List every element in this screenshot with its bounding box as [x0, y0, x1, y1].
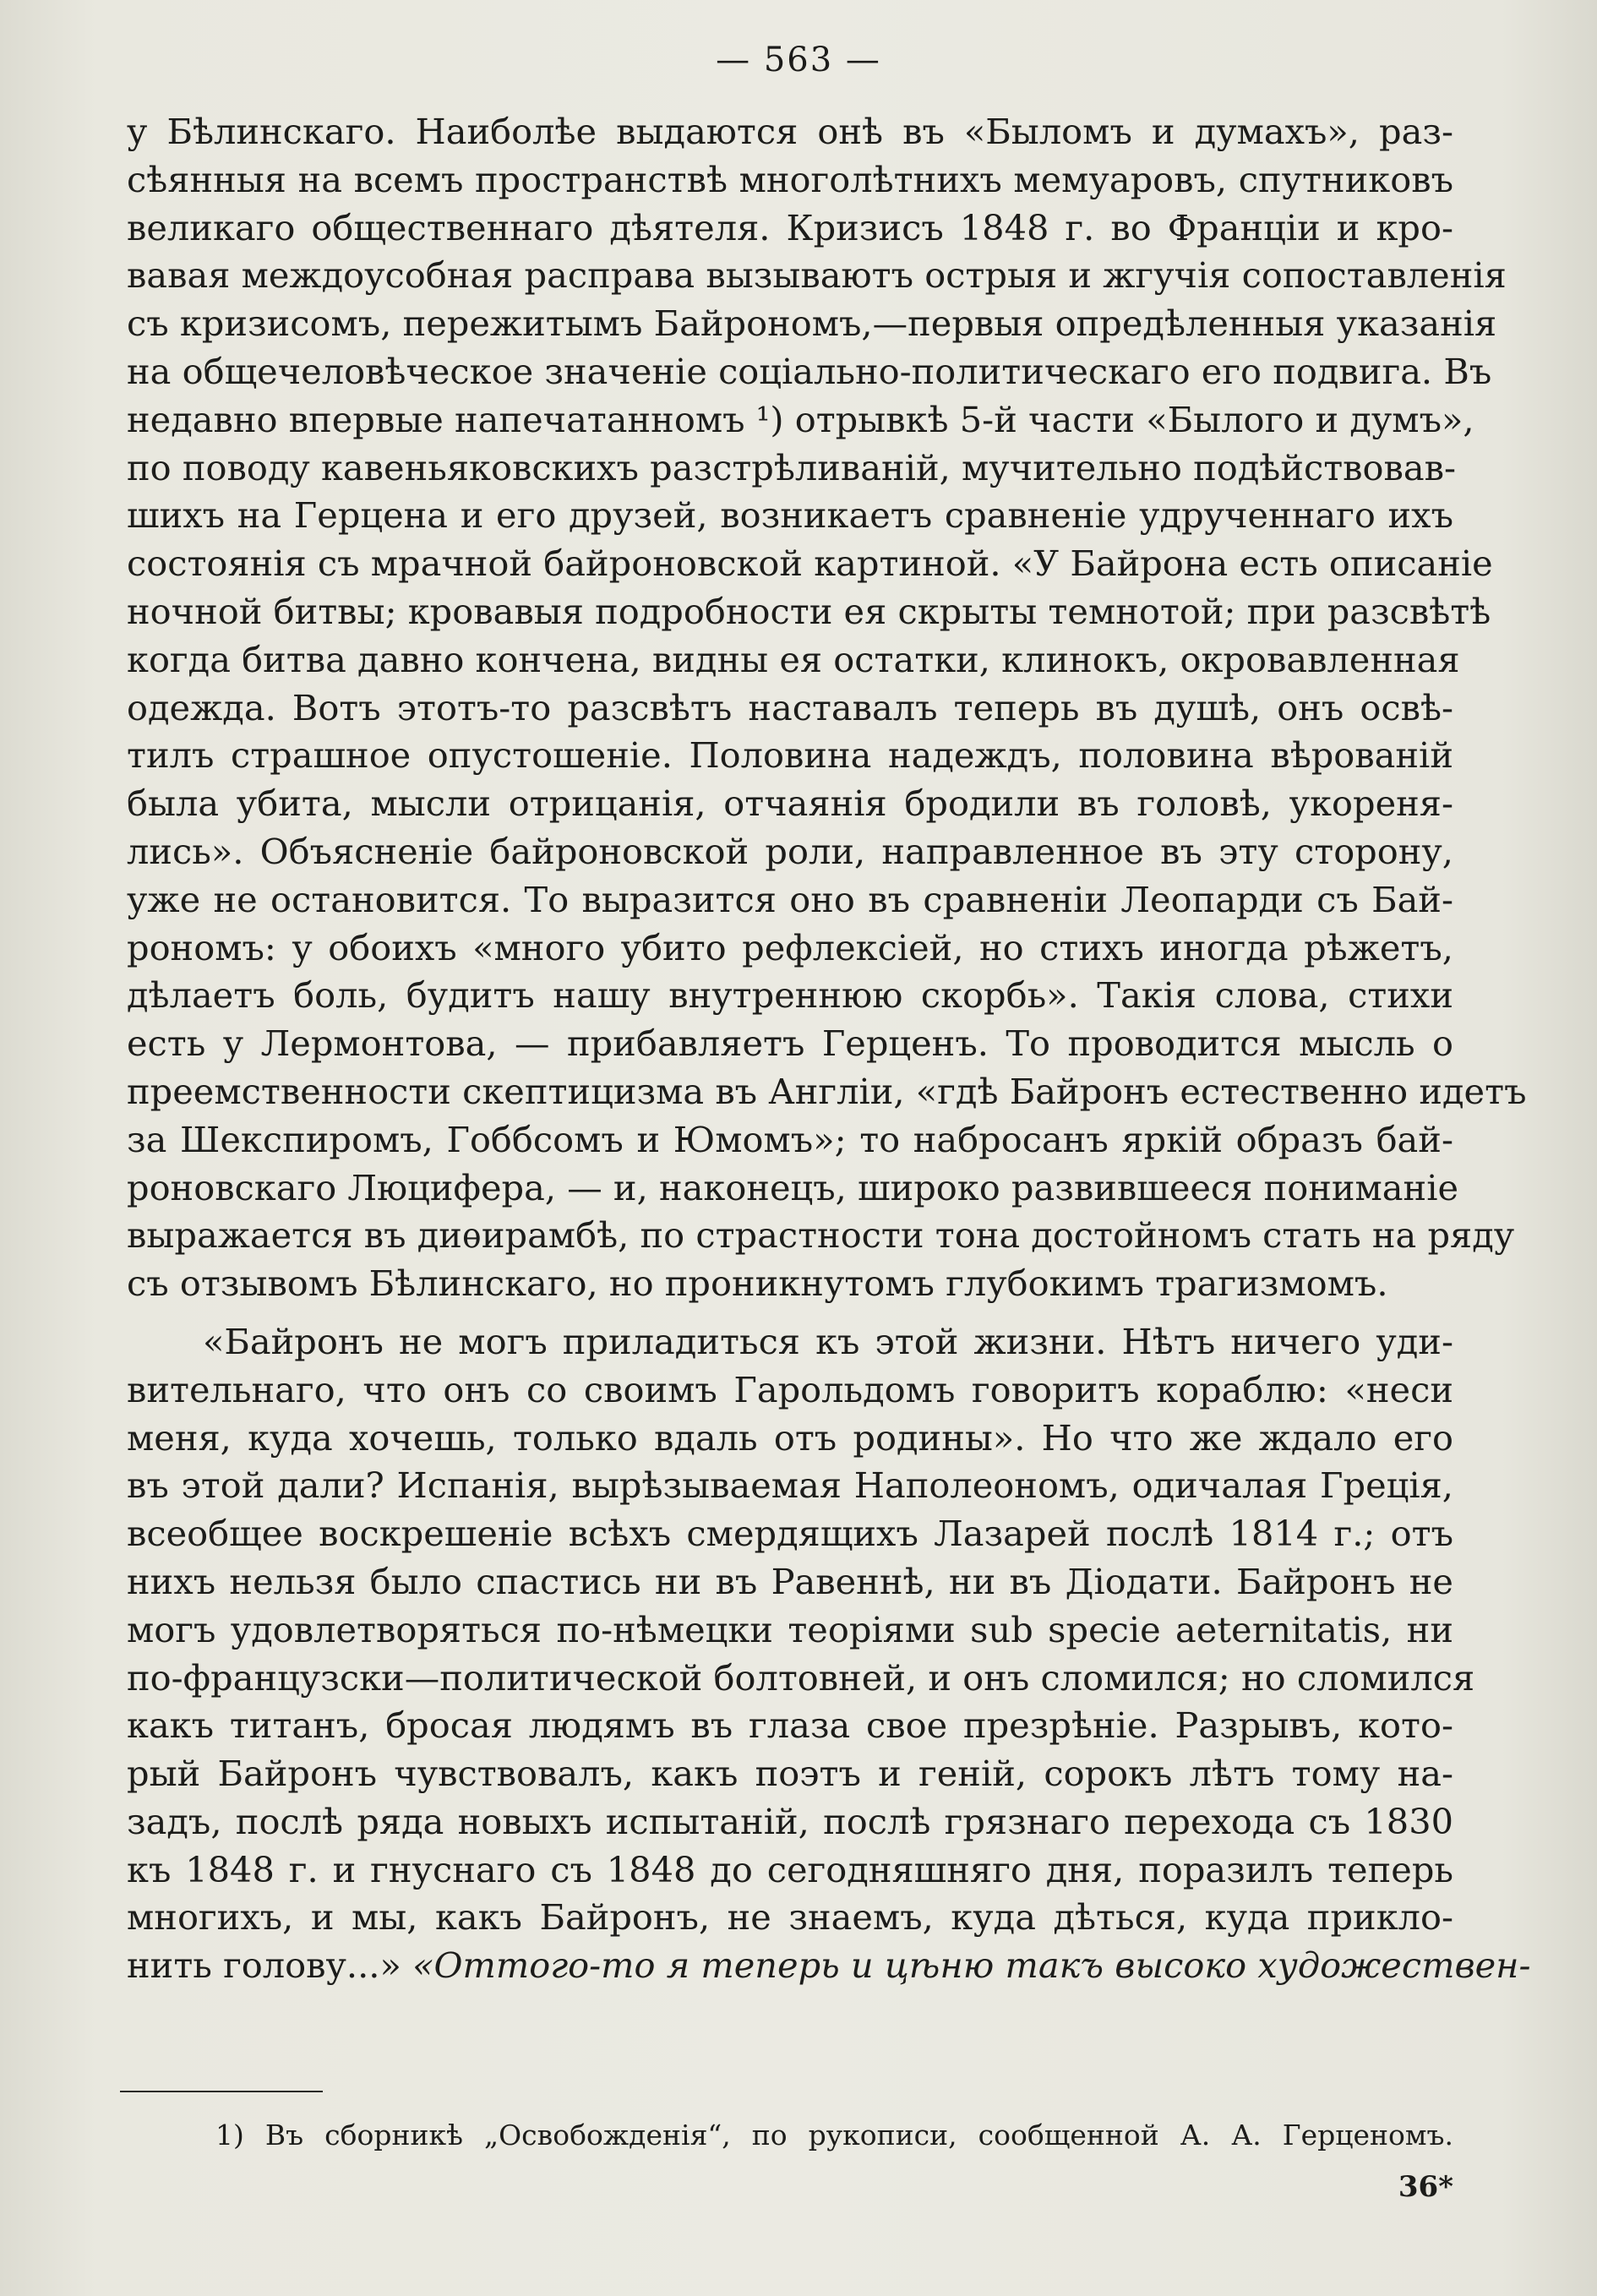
- text-line-content: всеобщее воскрешеніе всѣхъ смердящихъ Лазарей послѣ 1814 г.; отъ: [127, 1513, 1453, 1555]
- text-line: [127, 924, 1453, 973]
- text-line: [127, 1164, 1459, 1213]
- text-line-content: по-французски—политической болтовней, и онъ сломился; но сломился: [127, 1656, 1475, 1699]
- text-line-content: въ этой дали? Испанія, вырѣзываемая Наполеономъ, одичалая Греція,: [127, 1464, 1453, 1507]
- text-line: [127, 1366, 1453, 1415]
- text-line-content: съ кризисомъ, пережитымъ Байрономъ,—первыя опредѣленныя указанія: [127, 303, 1497, 345]
- text-line-content: меня, куда хочешь, только вдаль отъ родины». Но что же ждало его: [127, 1416, 1453, 1459]
- signature-mark: 36*: [1398, 2170, 1453, 2204]
- text-line: [127, 1655, 1475, 1703]
- text-line-content: съ отзывомъ Бѣлинскаго, но проникнутомъ глубокимъ трагизмомъ.: [127, 1263, 1388, 1305]
- text-line-content: задъ, послѣ ряда новыхъ испытаній, послѣ грязнаго перехода съ 1830: [127, 1800, 1453, 1842]
- text-line: [127, 1510, 1453, 1558]
- text-line: [127, 348, 1492, 396]
- text-line: [127, 540, 1493, 588]
- text-line: [127, 780, 1453, 828]
- text-line: [127, 1750, 1453, 1798]
- text-line-content: недавно впервые напечатанномъ ¹) отрывкѣ 5-й части «Былого и думъ»,: [127, 398, 1474, 440]
- text-line-content: многихъ, и мы, какъ Байронъ, не знаемъ, куда дѣться, куда прикло-: [127, 1896, 1453, 1939]
- text-line: [127, 205, 1453, 253]
- text-line-content: вительнаго, что онъ со своимъ Гарольдомъ говоритъ кораблю: «неси: [127, 1368, 1453, 1410]
- text-line-content: уже не остановится. То выразится оно въ сравненіи Леопарди съ Бай-: [127, 878, 1453, 920]
- paragraph-gap: [127, 1308, 1453, 1318]
- text-line: [127, 1606, 1453, 1655]
- text-line: [127, 1846, 1453, 1895]
- text-line-content: на общечеловѣческое значеніе соціально-политическаго его подвига. Въ: [127, 350, 1492, 392]
- text-line-content: рый Байронъ чувствовалъ, какъ поэтъ и геній, сорокъ лѣтъ тому на-: [127, 1753, 1453, 1795]
- text-line-content: сѣянныя на всемъ пространствѣ многолѣтнихъ мемуаровъ, спутниковъ: [127, 158, 1453, 200]
- footnote-paren: ): [233, 2119, 244, 2151]
- text-line-content: великаго общественнаго дѣятеля. Кризисъ 1848 г. во Франціи и кро-: [127, 206, 1453, 248]
- text-line: [127, 1068, 1527, 1116]
- text-line: [127, 636, 1460, 684]
- text-line-content: ночной битвы; кровавыя подробности ея скрыты темнотой; при разсвѣтѣ: [127, 590, 1491, 632]
- text-line-content: была убита, мысли отрицанія, отчаянія бродили въ головѣ, укореня-: [127, 783, 1453, 825]
- text-line: [127, 492, 1453, 540]
- text-line: [127, 732, 1453, 780]
- text-line-content: за Шекспиромъ, Гоббсомъ и Юмомъ»; то набросанъ яркій образъ бай-: [127, 1118, 1453, 1160]
- text-line: [127, 156, 1453, 205]
- text-line: [127, 1212, 1515, 1260]
- text-line-content: состоянія съ мрачной байроновской картиной. «У Байрона есть описаніе: [127, 543, 1493, 585]
- text-line-content: «Байронъ не могъ приладиться къ этой жизни. Нѣтъ ничего уди-: [203, 1320, 1453, 1362]
- text-line: [127, 300, 1497, 348]
- text-line: [127, 1415, 1453, 1463]
- text-line-content: рономъ: у обоихъ «много убито рефлексіей, но стихъ иногда рѣжетъ,: [127, 926, 1453, 968]
- text-line: [127, 1702, 1453, 1750]
- text-line: [127, 444, 1457, 493]
- text-line: [127, 1116, 1453, 1164]
- text-line-content: какъ титанъ, бросая людямъ въ глаза свое презрѣніе. Разрывъ, кото-: [127, 1704, 1453, 1747]
- body-text: [127, 108, 1531, 1990]
- text-line-content: у Бѣлинскаго. Наиболѣе выдаются онѣ въ «Быломъ и думахъ», раз-: [127, 111, 1453, 152]
- text-line: [127, 1260, 1453, 1308]
- text-line-content: къ 1848 г. и гнуснаго съ 1848 до сегодняшняго дня, поразилъ теперь: [127, 1848, 1453, 1890]
- text-line: [127, 588, 1491, 636]
- text-line-content: тилъ страшное опустошеніе. Половина надеждъ, половина вѣрованій: [127, 734, 1453, 777]
- text-line-content: преемственности скептицизма въ Англіи, «гдѣ Байронъ естественно идетъ: [127, 1070, 1527, 1112]
- text-line-content: шихъ на Герцена и его друзей, возникаетъ сравненіе удрученнаго ихъ: [127, 494, 1453, 537]
- footnote-marker: 1: [215, 2119, 233, 2151]
- text-line-content: нить голову...»: [127, 1944, 401, 1987]
- page-number: — 563 —: [716, 41, 881, 79]
- text-line: [127, 972, 1453, 1020]
- text-line: [127, 1462, 1453, 1510]
- text-line: [127, 252, 1507, 300]
- text-line: [127, 1318, 1453, 1366]
- text-line: [127, 876, 1453, 924]
- footnote: [215, 2117, 1453, 2154]
- text-line: [127, 396, 1474, 444]
- text-line: [127, 684, 1453, 733]
- text-line-content: когда битва давно кончена, видны ея остатки, клинокъ, окровавленная: [127, 638, 1460, 680]
- text-line: [127, 828, 1453, 876]
- text-line-content: вавая междоусобная расправа вызываютъ острыя и жгучія сопоставленія: [127, 254, 1507, 297]
- text-line-content: есть у Лермонтова, — прибавляетъ Герценъ. То проводится мысль о: [127, 1023, 1453, 1065]
- text-line: [127, 1020, 1453, 1068]
- text-line: [127, 1558, 1453, 1606]
- text-line: [127, 1894, 1453, 1942]
- footnote-rule: [120, 2091, 323, 2092]
- text-line: [127, 1942, 1531, 1990]
- footnote-text: Въ сборникѣ „Освобожденія“, по рукописи, сообщенной А. А. Герценомъ.: [264, 2119, 1453, 2151]
- text-line: [127, 1798, 1453, 1846]
- text-line-content: выражается въ диѳирамбѣ, по страстности тона достойномъ стать на ряду: [127, 1214, 1515, 1257]
- text-line-content: дѣлаетъ боль, будитъ нашу внутреннюю скорбь». Такія слова, стихи: [127, 974, 1453, 1017]
- text-line-content: одежда. Вотъ этотъ-то разсвѣтъ наставалъ теперь въ душѣ, онъ освѣ-: [127, 686, 1453, 728]
- text-line: [127, 108, 1453, 156]
- text-line-content: роновскаго Люцифера, — и, наконецъ, широко развившееся пониманіе: [127, 1166, 1459, 1208]
- text-line-content: лись». Объясненіе байроновской роли, направленное въ эту сторону,: [127, 830, 1453, 872]
- text-line-content: нихъ нельзя было спастись ни въ Равеннѣ, ни въ Діодати. Байронъ не: [127, 1560, 1453, 1602]
- text-line-content: по поводу кавеньяковскихъ разстрѣливаній, мучительно подѣйствовав-: [127, 446, 1457, 488]
- italic-quote: «Оттого-то я теперь и цѣню такъ высоко художествен-: [412, 1944, 1531, 1987]
- text-line-content: могъ удовлетворяться по-нѣмецки теоріями sub specie aeternitatis, ни: [127, 1608, 1453, 1650]
